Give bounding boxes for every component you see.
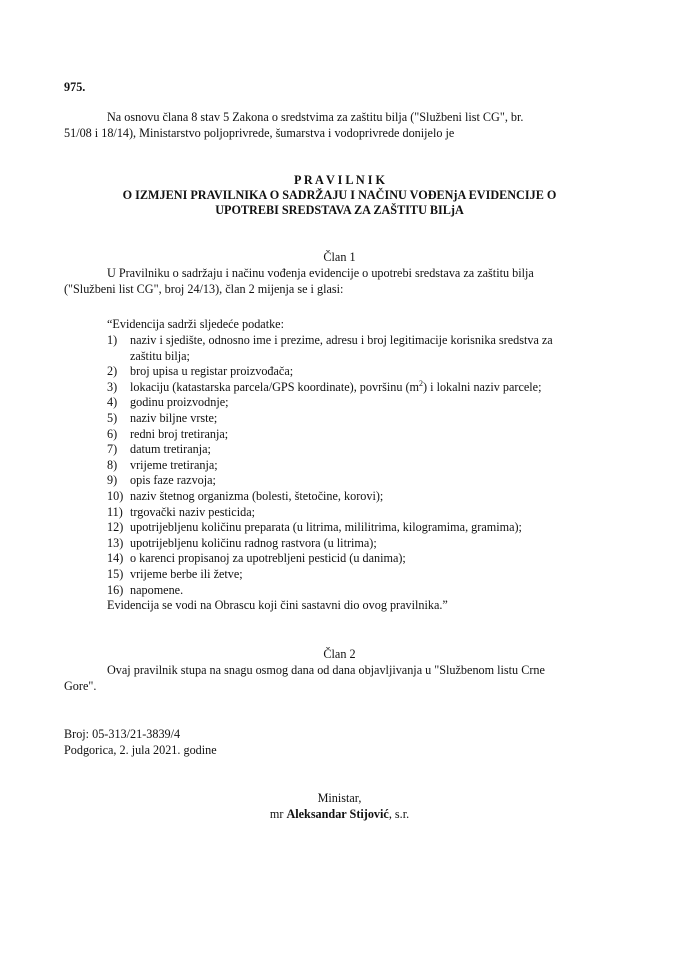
superscript-two: 2	[419, 378, 424, 388]
list-item	[107, 458, 627, 474]
signature-role: Ministar,	[317, 791, 362, 805]
list-item	[107, 536, 627, 552]
list-item-text: naziv biljne vrste;	[130, 410, 218, 425]
list-item-number: 4)	[107, 395, 118, 410]
list-item-text: broj upisa u registar proizvođača;	[130, 364, 294, 379]
quote-intro: “Evidencija sadrži sljedeće podatke:	[107, 317, 284, 331]
article-1-heading: Član 1	[323, 250, 356, 264]
article-1-closing: Evidencija se vodi na Obrascu koji čini sastavni dio ovog pravilnika.”	[107, 598, 448, 612]
list-item-number: 3)	[107, 379, 118, 394]
list-item-number: 15)	[107, 566, 124, 581]
list-item-text: napomene.	[130, 582, 184, 597]
signature-prefix: mr	[269, 807, 287, 821]
document-number: 975.	[64, 80, 86, 94]
article-1-line-1: U Pravilniku o sadržaju i načinu vođenja evidencije o upotrebi sredstava za zaštitu bilja	[107, 266, 534, 280]
list-item	[107, 505, 627, 521]
article-2-line-2: Gore".	[64, 679, 97, 693]
signature-suffix: , s.r.	[388, 807, 410, 821]
intro-line-2: 51/08 i 18/14), Ministarstvo poljoprivrede, šumarstva i vodoprivrede donijelo je	[64, 126, 455, 140]
signature-line	[0, 807, 679, 823]
list-item-text-pre: lokaciju (katastarska parcela/GPS koordinate), površinu (m	[130, 379, 420, 394]
list-item-number: 11)	[107, 504, 123, 519]
list-item-number: 1)	[107, 333, 118, 347]
list-item-number: 10)	[107, 488, 124, 503]
list-item	[107, 364, 627, 380]
reference-number: Broj: 05-313/21-3839/4	[64, 727, 181, 741]
list-item-number: 16)	[107, 582, 124, 597]
list-item	[107, 489, 627, 505]
list-item-number: 6)	[107, 426, 118, 441]
list-item-text: upotrijebljenu količinu preparata (u litrima, mililitrima, kilogramima, gramima);	[130, 520, 522, 535]
list-item-number: 8)	[107, 457, 118, 472]
list-item-text: o karenci propisanoj za upotrebljeni pesticid (u danima);	[130, 551, 406, 566]
list-item-number: 2)	[107, 364, 118, 379]
list-item-continuation	[107, 349, 627, 365]
document-subtitle-line-1: O IZMJENI PRAVILNIKA O SADRŽAJU I NAČINU VOĐENjA EVIDENCIJE O	[122, 188, 557, 202]
list-item-text: redni broj tretiranja;	[130, 426, 229, 441]
article-2-line-1: Ovaj pravilnik stupa na snagu osmog dana od dana objavljivanja u "Službenom listu Crne	[107, 663, 545, 677]
list-item	[107, 551, 627, 567]
list-item-text-continued: zaštitu bilja;	[130, 348, 190, 363]
list-item-text-post: ) i lokalni naziv parcele;	[423, 379, 542, 394]
list-item-text: vrijeme berbe ili žetve;	[130, 566, 243, 581]
list-item-text: trgovački naziv pesticida;	[130, 504, 255, 519]
list-item	[107, 567, 627, 583]
list-item	[107, 442, 627, 458]
document-title: P R A V I L N I K	[294, 173, 385, 187]
list-item-text: upotrijebljenu količinu radnog rastvora (u litrima);	[130, 535, 377, 550]
list-item	[107, 411, 627, 427]
list-item-text	[130, 380, 541, 396]
list-item-number: 9)	[107, 473, 118, 488]
list-item	[107, 395, 627, 411]
list-item	[107, 473, 627, 489]
list-item	[107, 520, 627, 536]
article-1-line-2: ("Službeni list CG", broj 24/13), član 2 mijenja se i glasi:	[64, 282, 344, 296]
list-item-number: 5)	[107, 410, 118, 425]
list-item-text: opis faze razvoja;	[130, 473, 216, 488]
list-item-text: naziv štetnog organizma (bolesti, štetočine, korovi);	[130, 488, 384, 503]
list-item-text: naziv i sjedište, odnosno ime i prezime, adresu i broj legitimacije korisnika sredstva za	[130, 333, 553, 347]
list-item-text: godinu proizvodnje;	[130, 395, 229, 410]
list-item-number: 7)	[107, 442, 118, 457]
list-item-number: 12)	[107, 520, 124, 535]
list-item	[107, 333, 627, 349]
list-item-number: 13)	[107, 535, 124, 550]
signature-name: Aleksandar Stijović	[286, 807, 389, 821]
place-and-date: Podgorica, 2. jula 2021. godine	[64, 743, 217, 757]
list-item-number: 14)	[107, 551, 124, 566]
list-item-text: vrijeme tretiranja;	[130, 457, 218, 472]
evidence-list	[107, 333, 627, 598]
document-subtitle-line-2: UPOTREBI SREDSTAVA ZA ZAŠTITU BILjA	[215, 203, 464, 217]
list-item	[107, 427, 627, 443]
intro-line-1: Na osnovu člana 8 stav 5 Zakona o sredstvima za zaštitu bilja ("Službeni list CG", br.	[107, 110, 524, 124]
list-item	[107, 583, 627, 599]
article-2-heading: Član 2	[323, 647, 356, 661]
list-item-text: datum tretiranja;	[130, 442, 211, 457]
list-item	[107, 380, 627, 396]
